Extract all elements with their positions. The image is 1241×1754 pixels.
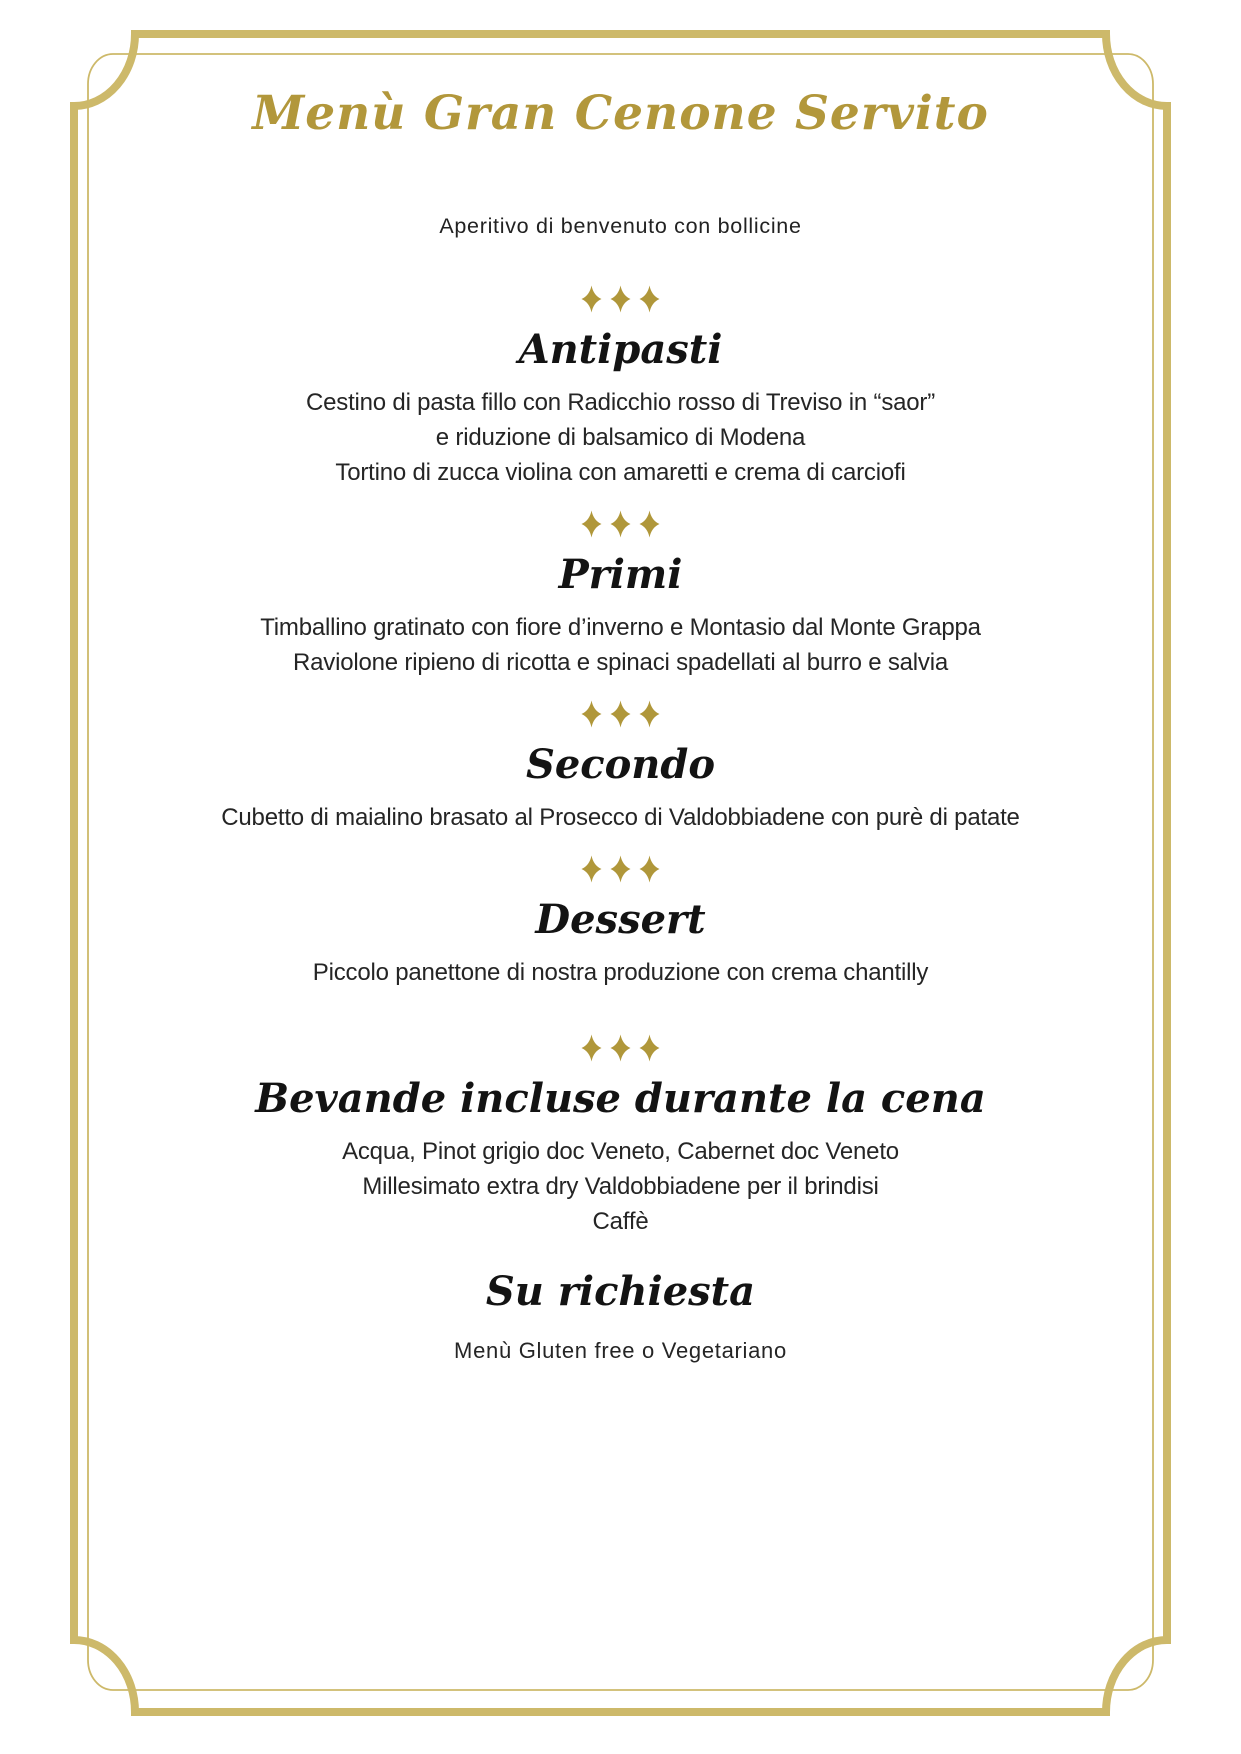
diamond-sparkle-icon: [581, 285, 602, 313]
section-heading: Antipasti: [518, 325, 723, 373]
section-heading: Bevande incluse durante la cena: [255, 1074, 986, 1122]
diamond-sparkle-icon: [581, 1034, 602, 1062]
menu-item: Acqua, Pinot grigio doc Veneto, Cabernet doc Veneto: [342, 1137, 899, 1165]
diamond-sparkle-icon: [581, 700, 602, 728]
menu-item: Millesimato extra dry Valdobbiadene per il brindisi: [362, 1172, 879, 1200]
diamond-sparkle-icon: [610, 510, 631, 538]
section-heading: Primi: [558, 550, 683, 598]
menu-item: Timballino gratinato con fiore d’inverno e Montasio dal Monte Grappa: [260, 613, 981, 641]
menu-item: Raviolone ripieno di ricotta e spinaci spadellati al burro e salvia: [293, 648, 948, 676]
menu-title: Menù Gran Cenone Servito: [252, 86, 989, 141]
diamond-separator: [120, 285, 1121, 313]
menu-item: Cestino di pasta fillo con Radicchio rosso di Treviso in “saor”: [305, 388, 935, 416]
menu-item: Tortino di zucca violina con amaretti e crema di carciofi: [335, 458, 906, 486]
menu-section: [120, 510, 1121, 680]
diamond-sparkle-icon: [610, 855, 631, 883]
diamond-sparkle-icon: [639, 855, 660, 883]
diamond-sparkle-icon: [639, 285, 660, 313]
diamond-sparkle-icon: [610, 285, 631, 313]
section-items: [120, 1333, 1121, 1368]
menu-section: [120, 1265, 1121, 1368]
section-heading: Dessert: [535, 895, 706, 943]
diamond-sparkle-icon: [639, 700, 660, 728]
diamond-separator: [120, 855, 1121, 883]
diamond-sparkle-icon: [581, 510, 602, 538]
section-heading: Su richiesta: [485, 1267, 756, 1315]
menu-section: [120, 700, 1121, 835]
diamond-sparkle-icon: [610, 1034, 631, 1062]
menu-section: [120, 1034, 1121, 1239]
intro-line: Aperitivo di benvenuto con bollicine: [439, 213, 802, 238]
section-items: [120, 385, 1121, 490]
section-items: [120, 800, 1121, 835]
section-items: [120, 610, 1121, 680]
menu-section: [120, 855, 1121, 990]
menu-item: e riduzione di balsamico di Modena: [435, 423, 806, 451]
diamond-separator: [120, 1034, 1121, 1062]
diamond-sparkle-icon: [581, 855, 602, 883]
menu-section: [120, 285, 1121, 490]
diamond-separator: [120, 700, 1121, 728]
diamond-sparkle-icon: [610, 700, 631, 728]
menu-item: Cubetto di maialino brasato al Prosecco di Valdobbiadene con purè di patate: [221, 803, 1020, 831]
section-heading: Secondo: [525, 740, 716, 788]
menu-item: Caffè: [592, 1207, 649, 1235]
section-items: [120, 1134, 1121, 1239]
diamond-separator: [120, 510, 1121, 538]
diamond-sparkle-icon: [639, 510, 660, 538]
section-items: [120, 955, 1121, 990]
menu-item: Menù Gluten free o Vegetariano: [454, 1337, 787, 1363]
diamond-sparkle-icon: [639, 1034, 660, 1062]
menu-item: Piccolo panettone di nostra produzione con crema chantilly: [312, 958, 929, 986]
menu-sections: [120, 285, 1121, 1368]
